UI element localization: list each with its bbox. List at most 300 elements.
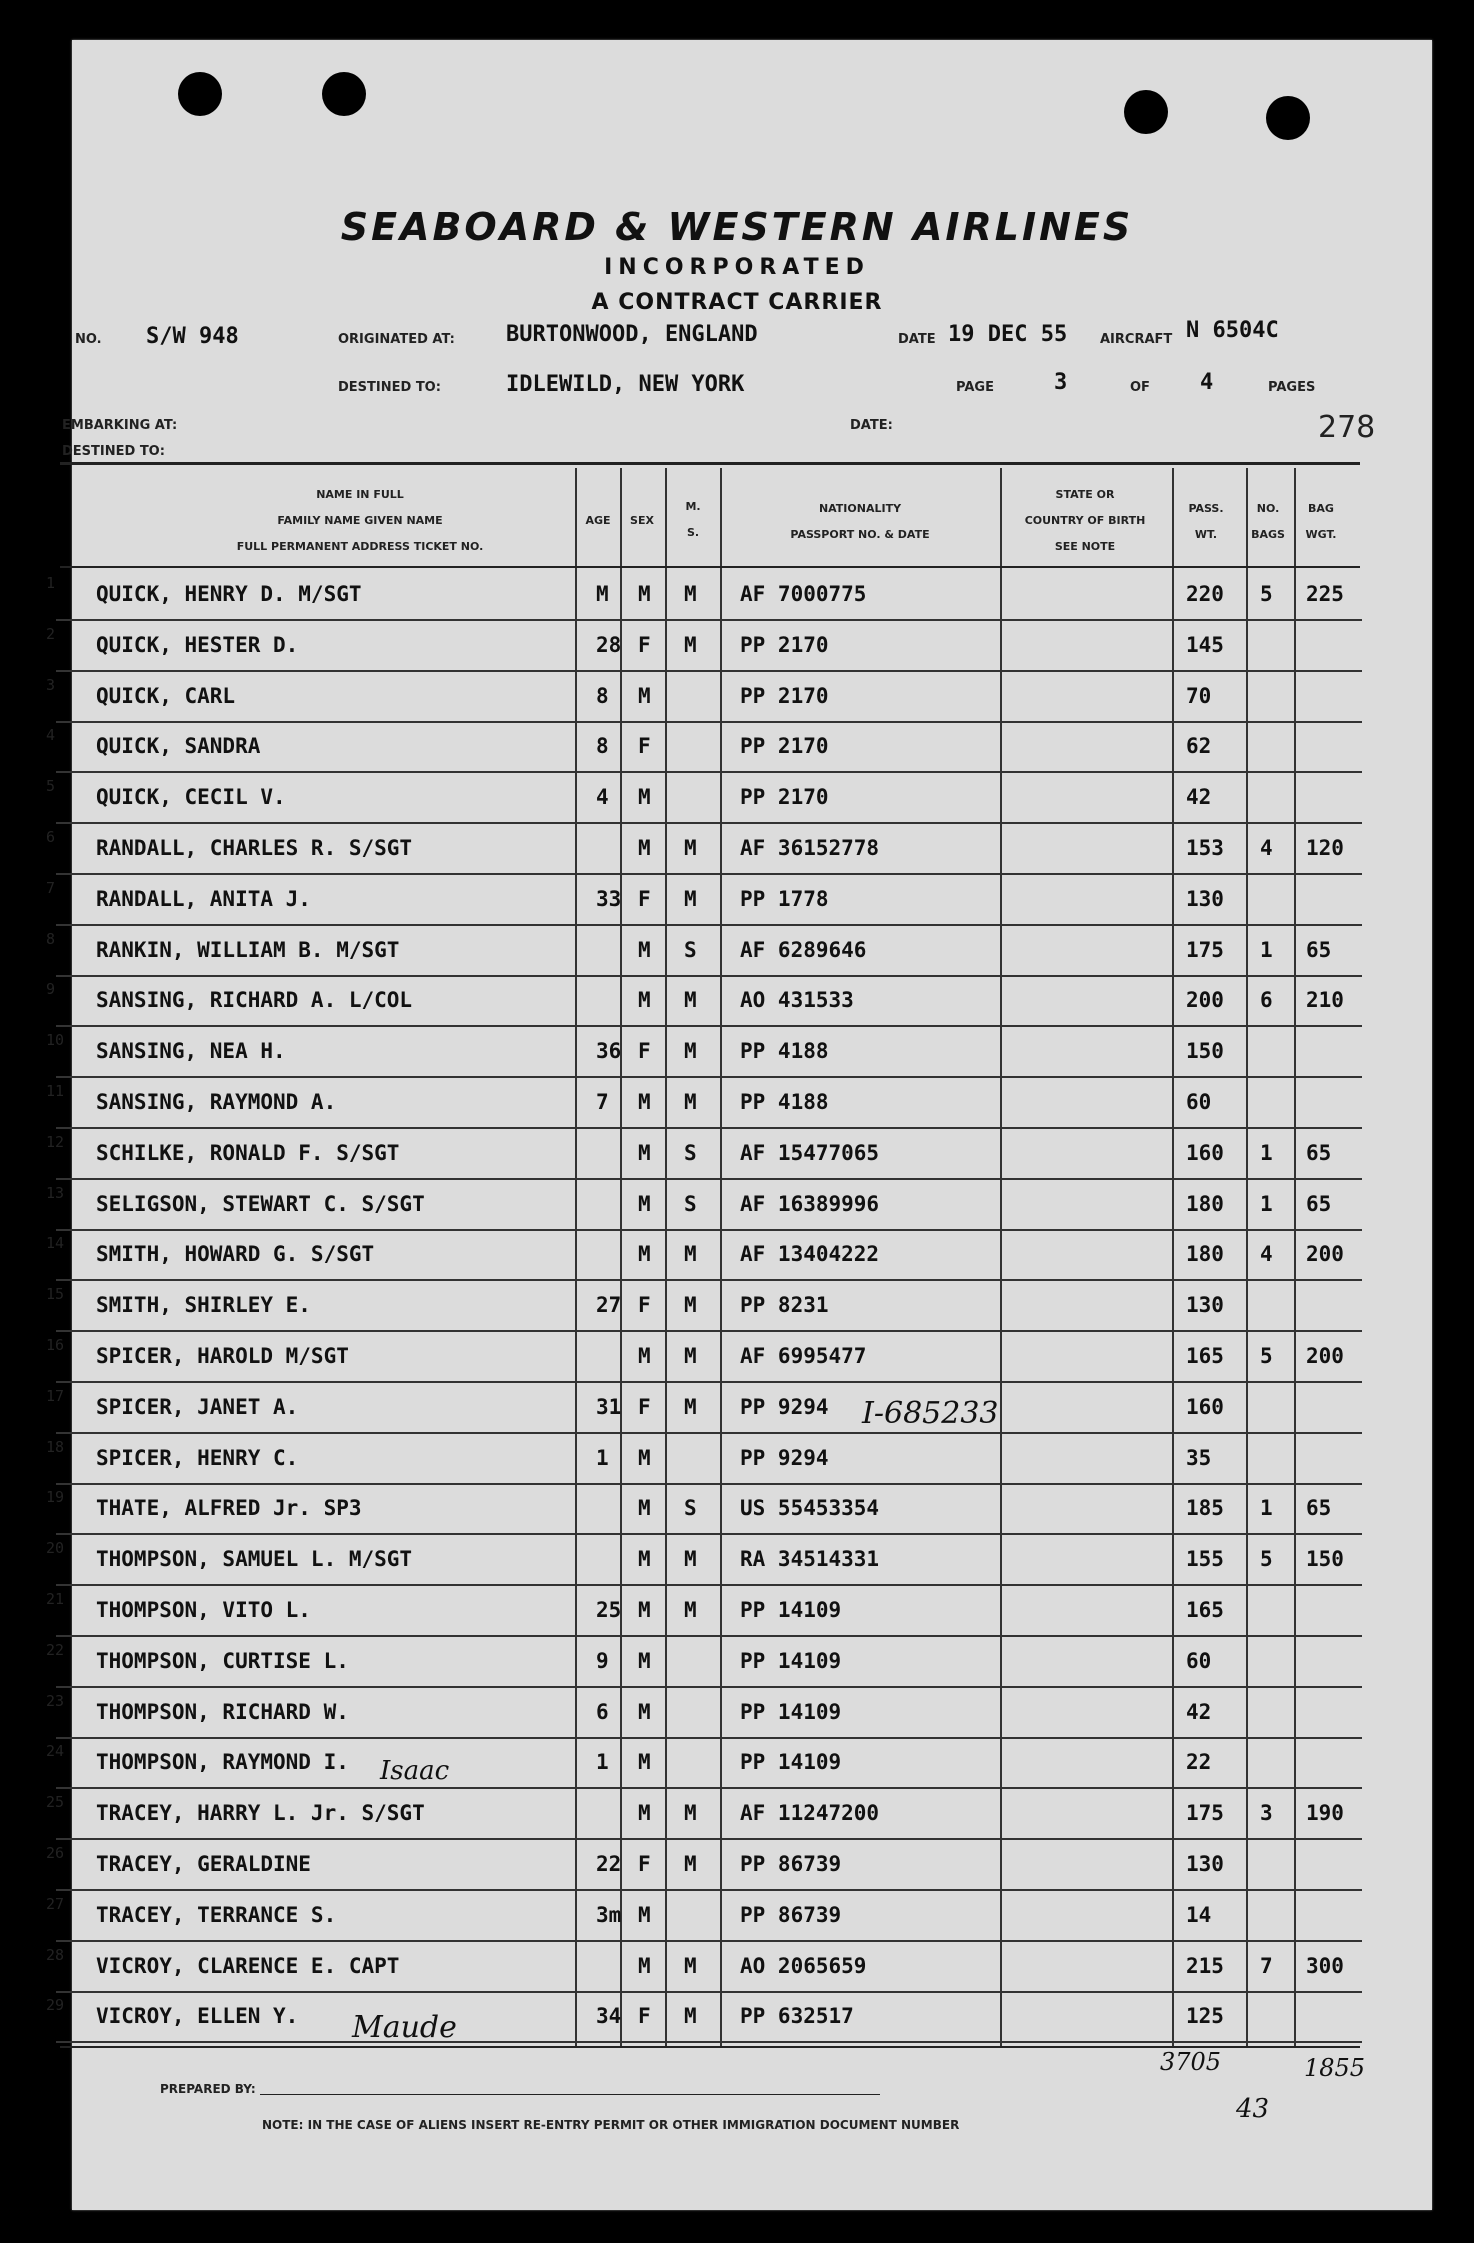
passenger-marital-status: M xyxy=(684,1394,697,1419)
row-number: 26 xyxy=(46,1844,65,1862)
row-number: 7 xyxy=(46,878,56,897)
passenger-weight: 180 xyxy=(1186,1242,1224,1267)
passenger-sex: M xyxy=(638,1344,651,1368)
col-bagwt-header xyxy=(1296,496,1346,548)
passenger-marital-status: M xyxy=(684,632,697,657)
col-sex-header: SEX xyxy=(630,514,654,527)
table-row xyxy=(46,672,1362,723)
passenger-bags: 7 xyxy=(1260,1953,1273,1978)
passenger-name: VICROY, CLARENCE E. CAPT xyxy=(96,1953,400,1978)
col-bagwt-line1: BAG xyxy=(1308,502,1334,515)
passenger-sex: M xyxy=(638,582,651,606)
row-rule xyxy=(56,2041,1362,2043)
passenger-marital-status: M xyxy=(684,1293,697,1318)
prepared-by-label: PREPARED BY: xyxy=(160,2082,256,2096)
passenger-name: VICROY, ELLEN Y. xyxy=(96,2004,299,2029)
passenger-sex: F xyxy=(638,1293,651,1318)
table-row xyxy=(46,1332,1362,1383)
aircraft-label: AIRCRAFT xyxy=(1100,332,1173,347)
table-row xyxy=(46,1840,1362,1891)
passenger-name: THOMPSON, CURTISE L. xyxy=(96,1648,349,1673)
passenger-passport: AF 6289646 xyxy=(740,937,867,962)
passenger-name: QUICK, CECIL V. xyxy=(96,785,286,810)
page-value: 3 xyxy=(1054,370,1068,395)
col-bagwt-line2: WGT. xyxy=(1305,528,1337,541)
passenger-sex: M xyxy=(638,1750,651,1775)
row-number: 19 xyxy=(46,1488,65,1507)
passenger-sex: M xyxy=(638,988,651,1013)
passenger-weight: 155 xyxy=(1186,1547,1224,1572)
airline-name: SEABOARD & WESTERN AIRLINES xyxy=(340,205,1134,249)
row-number: 29 xyxy=(46,1996,65,2015)
row-number: 12 xyxy=(46,1132,65,1151)
passenger-weight: 165 xyxy=(1186,1598,1224,1622)
passenger-passport: PP 14109 xyxy=(740,1598,842,1622)
table-row xyxy=(46,824,1362,875)
header-bottom-rule xyxy=(60,566,1360,568)
col-birth-line2: COUNTRY OF BIRTH xyxy=(1024,514,1146,527)
col-ms-header xyxy=(668,494,718,546)
passenger-sex: M xyxy=(638,1598,651,1622)
passenger-passport: AO 431533 xyxy=(740,988,854,1013)
passenger-bag-weight: 200 xyxy=(1306,1344,1344,1368)
table-row xyxy=(46,1535,1362,1586)
passenger-passport: PP 2170 xyxy=(740,785,829,810)
passenger-passport: PP 4188 xyxy=(740,1039,829,1064)
page-stamp-number: 278 xyxy=(1318,410,1376,445)
passenger-weight: 42 xyxy=(1186,1699,1212,1724)
passenger-marital-status: M xyxy=(684,1598,697,1622)
passenger-name: SPICER, HENRY C. xyxy=(96,1445,299,1470)
passenger-passport: AF 36152778 xyxy=(740,836,880,860)
passenger-sex: M xyxy=(638,1699,651,1724)
passenger-weight: 200 xyxy=(1186,988,1224,1013)
passenger-sex: F xyxy=(638,1394,651,1419)
passenger-passport: PP 86739 xyxy=(740,1902,842,1927)
passenger-marital-status: S xyxy=(684,1496,697,1521)
passenger-age: 7 xyxy=(596,1090,609,1114)
passenger-name: TRACEY, TERRANCE S. xyxy=(96,1902,337,1927)
passenger-marital-status: M xyxy=(684,1242,697,1267)
table-row xyxy=(46,1383,1362,1434)
passenger-bags: 6 xyxy=(1260,988,1273,1013)
passenger-passport: PP 8231 xyxy=(740,1293,829,1318)
passenger-name: QUICK, HENRY D. M/SGT xyxy=(96,582,362,606)
passenger-sex: F xyxy=(638,1852,651,1876)
passenger-marital-status: M xyxy=(684,1852,697,1876)
table-row xyxy=(46,1992,1362,2043)
passenger-name: THOMPSON, SAMUEL L. M/SGT xyxy=(96,1547,413,1572)
row-number: 24 xyxy=(46,1742,65,1761)
handwritten-note-row17: I-685233 xyxy=(862,1396,999,1431)
passenger-name: TRACEY, GERALDINE xyxy=(96,1852,311,1876)
passenger-age: 1 xyxy=(596,1750,609,1775)
passenger-age: 3m xyxy=(596,1902,622,1927)
of-label: OF xyxy=(1130,380,1150,395)
passenger-bags: 1 xyxy=(1260,1191,1273,1216)
col-passwt-line1: PASS. xyxy=(1188,502,1224,515)
passenger-weight: 35 xyxy=(1186,1445,1212,1470)
row-number: 8 xyxy=(46,929,56,948)
passenger-passport: AF 13404222 xyxy=(740,1242,880,1267)
passenger-name: SELIGSON, STEWART C. S/SGT xyxy=(96,1191,425,1216)
col-nat-line1: NATIONALITY xyxy=(818,502,902,515)
passenger-name: SANSING, NEA H. xyxy=(96,1039,286,1064)
passenger-sex: M xyxy=(638,937,651,962)
row-number: 18 xyxy=(46,1437,65,1456)
passenger-marital-status: S xyxy=(684,1191,697,1216)
passenger-age: 9 xyxy=(596,1648,609,1673)
destined-label: DESTINED TO: xyxy=(338,380,441,395)
passenger-passport: PP 86739 xyxy=(740,1852,842,1876)
originated-value: BURTONWOOD, ENGLAND xyxy=(506,322,758,347)
date2-label: DATE: xyxy=(850,418,893,433)
passenger-sex: M xyxy=(638,1191,651,1216)
col-name-header xyxy=(150,482,570,560)
passenger-passport: AF 7000775 xyxy=(740,582,867,606)
row-number: 13 xyxy=(46,1183,65,1202)
handwritten-total-bag-weight: 1855 xyxy=(1304,2054,1366,2082)
passenger-passport: PP 14109 xyxy=(740,1750,842,1775)
table-row xyxy=(46,621,1362,672)
passenger-marital-status: M xyxy=(684,1801,697,1826)
punch-hole xyxy=(1124,90,1168,134)
passenger-marital-status: S xyxy=(684,937,697,962)
passenger-name: THOMPSON, RAYMOND I. xyxy=(96,1750,349,1775)
handwritten-note-row29: Maude xyxy=(352,2010,457,2045)
passenger-passport: PP 14109 xyxy=(740,1648,842,1673)
of-value: 4 xyxy=(1200,370,1214,395)
passenger-name: RANDALL, ANITA J. xyxy=(96,886,311,911)
passenger-passport: AO 2065659 xyxy=(740,1953,867,1978)
col-birth-line3: SEE NOTE xyxy=(1054,540,1116,553)
table-row xyxy=(46,1027,1362,1078)
row-number: 6 xyxy=(46,828,56,846)
passenger-weight: 160 xyxy=(1186,1394,1224,1419)
table-row xyxy=(46,926,1362,977)
passenger-bags: 5 xyxy=(1260,582,1273,606)
passenger-marital-status: M xyxy=(684,2004,697,2029)
passenger-sex: M xyxy=(638,1953,651,1978)
passenger-passport: PP 14109 xyxy=(740,1699,842,1724)
passenger-bags: 3 xyxy=(1260,1801,1273,1826)
table-row xyxy=(46,1637,1362,1688)
passenger-sex: M xyxy=(638,785,651,810)
passenger-weight: 60 xyxy=(1186,1648,1212,1673)
passenger-weight: 175 xyxy=(1186,1801,1224,1826)
row-number: 4 xyxy=(46,726,56,745)
passenger-passport: PP 632517 xyxy=(740,2004,854,2029)
passenger-marital-status: M xyxy=(684,1547,697,1572)
passenger-marital-status: M xyxy=(684,1090,697,1114)
passenger-name: SCHILKE, RONALD F. S/SGT xyxy=(96,1140,400,1165)
passenger-name: THOMPSON, VITO L. xyxy=(96,1598,311,1622)
row-number: 3 xyxy=(46,675,56,694)
passenger-bag-weight: 65 xyxy=(1306,1140,1332,1165)
passenger-sex: M xyxy=(638,836,651,860)
embarking-label: EMBARKING AT: xyxy=(62,418,178,433)
row-number: 5 xyxy=(46,777,56,796)
table-row xyxy=(46,1129,1362,1180)
row-number: 23 xyxy=(46,1691,65,1710)
passenger-age: 8 xyxy=(596,734,609,759)
table-row xyxy=(46,1281,1362,1332)
table-row xyxy=(46,976,1362,1027)
col-passwt-header xyxy=(1176,496,1236,548)
passenger-sex: M xyxy=(638,1547,651,1572)
passenger-age: 4 xyxy=(596,785,609,810)
col-bags-line2: BAGS xyxy=(1251,528,1285,541)
passenger-bags: 1 xyxy=(1260,1140,1273,1165)
passenger-passport: AF 6995477 xyxy=(740,1344,867,1368)
punch-hole xyxy=(322,72,366,116)
destined2-label: DESTINED TO: xyxy=(62,444,165,459)
date-label: DATE xyxy=(898,332,936,347)
passenger-bags: 4 xyxy=(1260,836,1273,860)
passenger-passport: PP 9294 xyxy=(740,1445,829,1470)
punch-hole xyxy=(1266,96,1310,140)
table-row xyxy=(46,773,1362,824)
passenger-bag-weight: 300 xyxy=(1306,1953,1344,1978)
col-bags-header xyxy=(1250,496,1286,548)
punch-hole xyxy=(178,72,222,116)
passenger-bag-weight: 150 xyxy=(1306,1547,1344,1572)
passenger-passport: PP 9294 xyxy=(740,1394,829,1419)
passenger-sex: M xyxy=(638,1648,651,1673)
table-row xyxy=(46,1738,1362,1789)
row-number: 14 xyxy=(46,1234,65,1253)
col-name-line1: NAME IN FULL xyxy=(316,488,404,501)
passenger-sex: F xyxy=(638,2004,651,2029)
passenger-weight: 215 xyxy=(1186,1953,1224,1978)
handwritten-count: 43 xyxy=(1236,2094,1270,2124)
col-age-header: AGE xyxy=(585,514,611,527)
passenger-marital-status: M xyxy=(684,1039,697,1064)
row-number: 20 xyxy=(46,1539,65,1558)
row-number: 15 xyxy=(46,1285,65,1304)
passenger-marital-status: M xyxy=(684,836,697,860)
table-row xyxy=(46,1789,1362,1840)
passenger-age: 33 xyxy=(596,886,622,911)
passenger-age: 25 xyxy=(596,1598,622,1622)
passenger-sex: M xyxy=(638,1090,651,1114)
table-row xyxy=(46,1230,1362,1281)
passenger-passport: AF 15477065 xyxy=(740,1140,880,1165)
col-bags-line1: NO. xyxy=(1256,502,1280,515)
passenger-weight: 125 xyxy=(1186,2004,1224,2029)
passenger-weight: 175 xyxy=(1186,937,1224,962)
table-row xyxy=(46,1484,1362,1535)
passenger-sex: M xyxy=(638,1801,651,1826)
passenger-passport: PP 4188 xyxy=(740,1090,829,1114)
passenger-passport: PP 1778 xyxy=(740,886,829,911)
passenger-bag-weight: 200 xyxy=(1306,1242,1344,1267)
table-row xyxy=(46,1942,1362,1993)
passenger-passport: AF 16389996 xyxy=(740,1191,880,1216)
passenger-name: QUICK, CARL xyxy=(96,683,236,708)
passenger-sex: F xyxy=(638,1039,651,1064)
passenger-passport: AF 11247200 xyxy=(740,1801,880,1826)
aircraft-value: N 6504C xyxy=(1186,318,1279,343)
col-birth-header xyxy=(1010,482,1160,560)
passenger-sex: M xyxy=(638,1902,651,1927)
passenger-sex: F xyxy=(638,632,651,657)
table-row xyxy=(46,875,1362,926)
col-passwt-line2: WT. xyxy=(1194,528,1218,541)
passenger-weight: 180 xyxy=(1186,1191,1224,1216)
table-row xyxy=(46,1180,1362,1231)
footer-note: NOTE: IN THE CASE OF ALIENS INSERT RE-ENTRY PERMIT OR OTHER IMMIGRATION DOCUMENT NUMBER xyxy=(262,2118,960,2132)
header-rule xyxy=(60,462,1360,465)
passenger-sex: M xyxy=(638,1496,651,1521)
row-number: 27 xyxy=(46,1894,65,1913)
passenger-name: RANKIN, WILLIAM B. M/SGT xyxy=(96,937,400,962)
col-name-line2: FAMILY NAME GIVEN NAME xyxy=(277,514,443,527)
passenger-name: THATE, ALFRED Jr. SP3 xyxy=(96,1496,362,1521)
row-number: 16 xyxy=(46,1336,65,1354)
col-nat-line2: PASSPORT NO. & DATE xyxy=(790,528,930,541)
passenger-weight: 60 xyxy=(1186,1090,1212,1114)
table-row xyxy=(46,570,1362,621)
passenger-sex: M xyxy=(638,1445,651,1470)
col-name-line3: FULL PERMANENT ADDRESS TICKET NO. xyxy=(236,540,484,553)
passenger-bags: 1 xyxy=(1260,1496,1273,1521)
passenger-name: TRACEY, HARRY L. Jr. S/SGT xyxy=(96,1801,425,1826)
pages-label: PAGES xyxy=(1268,380,1316,395)
passenger-weight: 130 xyxy=(1186,1852,1224,1876)
passenger-name: RANDALL, CHARLES R. S/SGT xyxy=(96,836,413,860)
col-ms-line2: S. xyxy=(686,526,700,539)
passenger-bag-weight: 120 xyxy=(1306,836,1344,860)
passenger-weight: 62 xyxy=(1186,734,1212,759)
passenger-bag-weight: 225 xyxy=(1306,582,1344,606)
table-row xyxy=(46,1078,1362,1129)
passenger-sex: M xyxy=(638,1140,651,1165)
passenger-marital-status: M xyxy=(684,886,697,911)
passenger-weight: 160 xyxy=(1186,1140,1224,1165)
passenger-sex: M xyxy=(638,1242,651,1267)
handwritten-note-row24: Isaac xyxy=(380,1756,450,1786)
col-nationality-header xyxy=(740,496,980,548)
passenger-passport: PP 2170 xyxy=(740,632,829,657)
flight-no-label: NO. xyxy=(75,332,102,347)
passenger-marital-status: M xyxy=(684,1953,697,1978)
row-number: 17 xyxy=(46,1386,65,1405)
passenger-name: SANSING, RICHARD A. L/COL xyxy=(96,988,413,1013)
row-number: 9 xyxy=(46,980,56,999)
passenger-weight: 153 xyxy=(1186,836,1224,860)
table-row xyxy=(46,1586,1362,1637)
originated-label: ORIGINATED AT: xyxy=(338,332,455,347)
passenger-sex: F xyxy=(638,886,651,911)
passenger-age: 8 xyxy=(596,683,609,708)
passenger-name: THOMPSON, RICHARD W. xyxy=(96,1699,349,1724)
passenger-weight: 14 xyxy=(1186,1902,1212,1927)
passenger-age: 31 xyxy=(596,1394,622,1419)
passenger-name: QUICK, HESTER D. xyxy=(96,632,299,657)
row-number: 25 xyxy=(46,1793,65,1812)
passenger-marital-status: M xyxy=(684,1344,697,1368)
prepared-by-line xyxy=(260,2094,880,2095)
incorporated-label: INCORPORATED xyxy=(604,255,870,280)
passenger-age: 36 xyxy=(596,1039,622,1064)
passenger-bag-weight: 65 xyxy=(1306,1191,1332,1216)
table-row xyxy=(46,722,1362,773)
row-number: 21 xyxy=(46,1590,65,1608)
passenger-bags: 5 xyxy=(1260,1547,1273,1572)
destined-value: IDLEWILD, NEW YORK xyxy=(506,372,745,397)
passenger-age: 22 xyxy=(596,1852,622,1876)
passenger-name: SMITH, SHIRLEY E. xyxy=(96,1293,311,1318)
passenger-sex: M xyxy=(638,683,651,708)
passenger-passport: RA 34514331 xyxy=(740,1547,880,1572)
passenger-bag-weight: 210 xyxy=(1306,988,1344,1013)
passenger-name: SMITH, HOWARD G. S/SGT xyxy=(96,1242,375,1267)
table-bottom-rule xyxy=(60,2046,1360,2048)
passenger-name: SPICER, HAROLD M/SGT xyxy=(96,1344,349,1368)
col-birth-line1: STATE OR xyxy=(1055,488,1115,501)
table-row xyxy=(46,1891,1362,1942)
passenger-age: 28 xyxy=(596,632,622,657)
passenger-weight: 185 xyxy=(1186,1496,1224,1521)
passenger-sex: F xyxy=(638,734,651,759)
passenger-age: 27 xyxy=(596,1293,622,1318)
passenger-marital-status: S xyxy=(684,1140,697,1165)
passenger-bag-weight: 65 xyxy=(1306,1496,1332,1521)
passenger-weight: 42 xyxy=(1186,785,1212,810)
passenger-bags: 1 xyxy=(1260,937,1273,962)
passenger-name: SPICER, JANET A. xyxy=(96,1394,299,1419)
passenger-weight: 220 xyxy=(1186,582,1224,606)
page-label: PAGE xyxy=(956,380,994,395)
row-number: 11 xyxy=(46,1082,65,1100)
contract-carrier-label: A CONTRACT CARRIER xyxy=(591,290,883,315)
passenger-bag-weight: 190 xyxy=(1306,1801,1344,1826)
passenger-bags: 5 xyxy=(1260,1344,1273,1368)
row-number: 28 xyxy=(46,1945,65,1964)
handwritten-total-weight: 3705 xyxy=(1160,2048,1222,2076)
passenger-passport: US 55453354 xyxy=(740,1496,880,1521)
passenger-age: 34 xyxy=(596,2004,622,2029)
date-value: 19 DEC 55 xyxy=(948,322,1068,347)
passenger-age: 6 xyxy=(596,1699,609,1724)
passenger-weight: 165 xyxy=(1186,1344,1224,1368)
passenger-passport: PP 2170 xyxy=(740,734,829,759)
passenger-weight: 145 xyxy=(1186,632,1224,657)
table-row xyxy=(46,1434,1362,1485)
passenger-weight: 150 xyxy=(1186,1039,1224,1064)
passenger-weight: 130 xyxy=(1186,886,1224,911)
flight-no: S/W 948 xyxy=(146,324,239,349)
passenger-marital-status: M xyxy=(684,582,697,606)
passenger-name: QUICK, SANDRA xyxy=(96,734,261,759)
passenger-passport: PP 2170 xyxy=(740,683,829,708)
row-number: 10 xyxy=(46,1031,65,1050)
passenger-age: 1 xyxy=(596,1445,609,1470)
row-number: 22 xyxy=(46,1640,65,1659)
row-number: 1 xyxy=(46,574,56,592)
row-number: 2 xyxy=(46,624,56,643)
passenger-bag-weight: 65 xyxy=(1306,937,1332,962)
passenger-name: SANSING, RAYMOND A. xyxy=(96,1090,337,1114)
col-ms-line1: M. xyxy=(685,500,701,513)
passenger-age: M xyxy=(596,582,609,606)
table-row xyxy=(46,1688,1362,1739)
passenger-weight: 22 xyxy=(1186,1750,1212,1775)
passenger-bags: 4 xyxy=(1260,1242,1273,1267)
passenger-marital-status: M xyxy=(684,988,697,1013)
passenger-weight: 70 xyxy=(1186,683,1212,708)
